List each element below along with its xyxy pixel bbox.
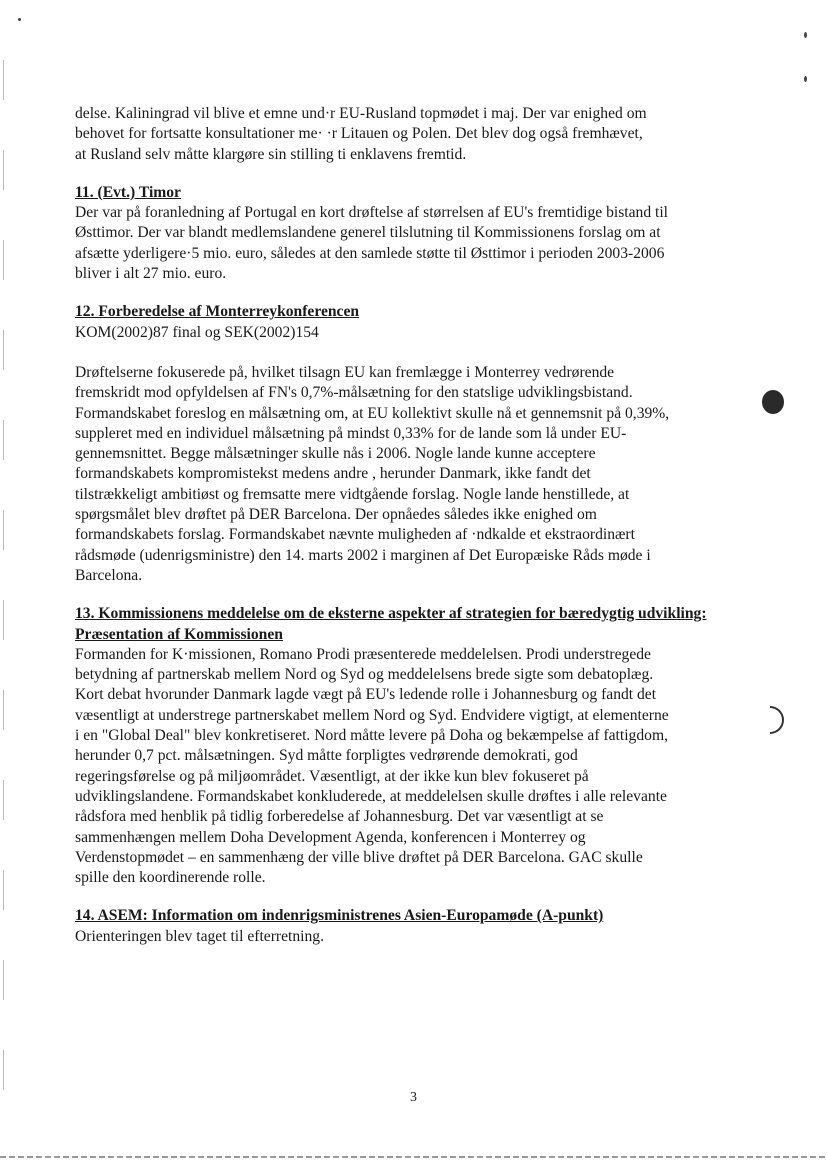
page-number: 3 [410, 1090, 417, 1105]
text-line: væsentligt at understrege partnerskabet mellem Nord og Syd. Endvidere vigtigt, at elementerne [75, 706, 669, 724]
text-line: gennemsnittet. Begge målsætninger skulle nås i 2006. Nogle lande kunne acceptere [75, 445, 596, 463]
text-line: Der var på foranledning af Portugal en kort drøftelse af størrelsen af EU's fremtidige bistand til [75, 204, 669, 222]
section-paragraph [75, 927, 755, 947]
text-line: sammenhængen mellem Doha Development Agenda, konferencen i Monterrey og [75, 828, 586, 846]
text-line: behovet for fortsatte konsultationer me· ·r Litauen og Polen. Det blev dog også fremhævet, [75, 125, 643, 143]
text-line: afsætte yderligere·5 mio. euro, således at den samlede støtte til Østtimor i perioden 2003-2006 [75, 244, 665, 262]
text-line: i en "Global Deal" blev konkretiseret. Nord måtte levere på Doha og bekæmpelse af fattigdom, [75, 727, 668, 745]
scan-speck [804, 76, 807, 82]
text-line: formandskabets kompromistekst medens andre , herunder Danmark, ikke fandt det [75, 465, 591, 483]
scan-speck [18, 18, 21, 21]
text-line: delse. Kaliningrad vil blive et emne und·r EU-Rusland topmødet i maj. Der var enighed om [75, 105, 647, 122]
text-line: Formandskabet foreslog en målsætning om, at EU kollektivt skulle nå et gennemsnit på 0,39%, [75, 404, 670, 422]
section-14 [75, 906, 755, 947]
text-line: spille den koordinerende rolle. [75, 869, 266, 887]
text-line: tilstrækkeligt ambitiøst og fremsatte mere vidtgående forslag. Nogle lande henstillede, at [75, 485, 630, 503]
text-line: herunder 0,7 pct. målsætningen. Syd måtte forpligtes vedrørende demokrati, god [75, 747, 578, 765]
text-line: Barcelona. [75, 566, 143, 584]
intro-paragraph [75, 104, 755, 165]
scan-speck [804, 32, 807, 38]
text-line: Formanden for K·missionen, Romano Prodi præsenterede meddelelsen. Prodi understregede [75, 645, 651, 663]
section-paragraph [75, 363, 755, 586]
text-line: rådsfora med henblik på tidlig forberedelse af Johannesburg. Det var væsentligt at se [75, 808, 604, 826]
section-13 [75, 604, 755, 888]
scan-edge-left [3, 60, 4, 1140]
section-paragraph [75, 203, 755, 284]
section-12 [75, 302, 755, 586]
text-line: Kort debat hvorunder Danmark lagde vægt på EU's ledende rolle i Johannesburg og fandt det [75, 686, 657, 704]
text-line: formandskabets forslag. Formandskabet nævnte muligheden af ·ndkalde et ekstraordinært [75, 526, 635, 544]
text-line: bliver i alt 27 mio. euro. [75, 265, 227, 283]
text-line: regeringsførelse og på miljøområdet. Væsentligt, at der ikke kun blev fokuseret på [75, 767, 589, 785]
text-line: suppleret med en individuel målsætning på mindst 0,33% for de lande som lå under EU- [75, 424, 627, 442]
section-heading: 14. ASEM: Information om indenrigsministrenes Asien-Europamøde (A-punkt) [75, 907, 604, 925]
text-line: Verdenstopmødet – en sammenhæng der ville blive drøftet på DER Barcelona. GAC skulle [75, 848, 643, 866]
section-heading: 11. (Evt.) Timor [75, 183, 181, 201]
text-line: betydning af partnerskab mellem Nord og Syd og meddelelsens brede sigte som debatoplæg. [75, 666, 654, 684]
hole-punch-mark [762, 390, 784, 414]
reference-line: KOM(2002)87 final og SEK(2002)154 [75, 323, 319, 341]
document-body [75, 104, 755, 947]
section-11 [75, 183, 755, 284]
text-line: at Rusland selv måtte klargøre sin stilling ti enklavens fremtid. [75, 145, 467, 163]
margin-bracket-mark [770, 706, 784, 734]
section-heading: 12. Forberedelse af Monterreykonferencen [75, 303, 360, 321]
text-line: fremskridt mod opfyldelsen af FN's 0,7%-målsætning for den statslige udviklingsbistand. [75, 384, 633, 402]
section-heading: 13. Kommissionens meddelelse om de eksterne aspekter af strategien for bæredygtig udvikling: Præsentation af Kommissionen [75, 605, 707, 643]
section-paragraph [75, 645, 755, 889]
text-line: Østtimor. Der var blandt medlemslandene generel tilslutning til Kommissionens forslag om at [75, 224, 661, 242]
text-line: rådsmøde (udenrigsministre) den 14. marts 2002 i marginen af Det Europæiske Råds møde i [75, 546, 651, 564]
scan-edge-bottom [0, 1156, 827, 1158]
text-line: udviklingslandene. Formandskabet konkluderede, at meddelelsen skulle drøftes i alle relevante [75, 787, 667, 805]
text-line: spørgsmålet blev drøftet på DER Barcelona. Der opnåedes således ikke enighed om [75, 506, 597, 524]
text-line: Orienteringen blev taget til efterretning. [75, 927, 324, 945]
text-line: Drøftelserne fokuserede på, hvilket tilsagn EU kan fremlægge i Monterrey vedrørende [75, 363, 615, 381]
